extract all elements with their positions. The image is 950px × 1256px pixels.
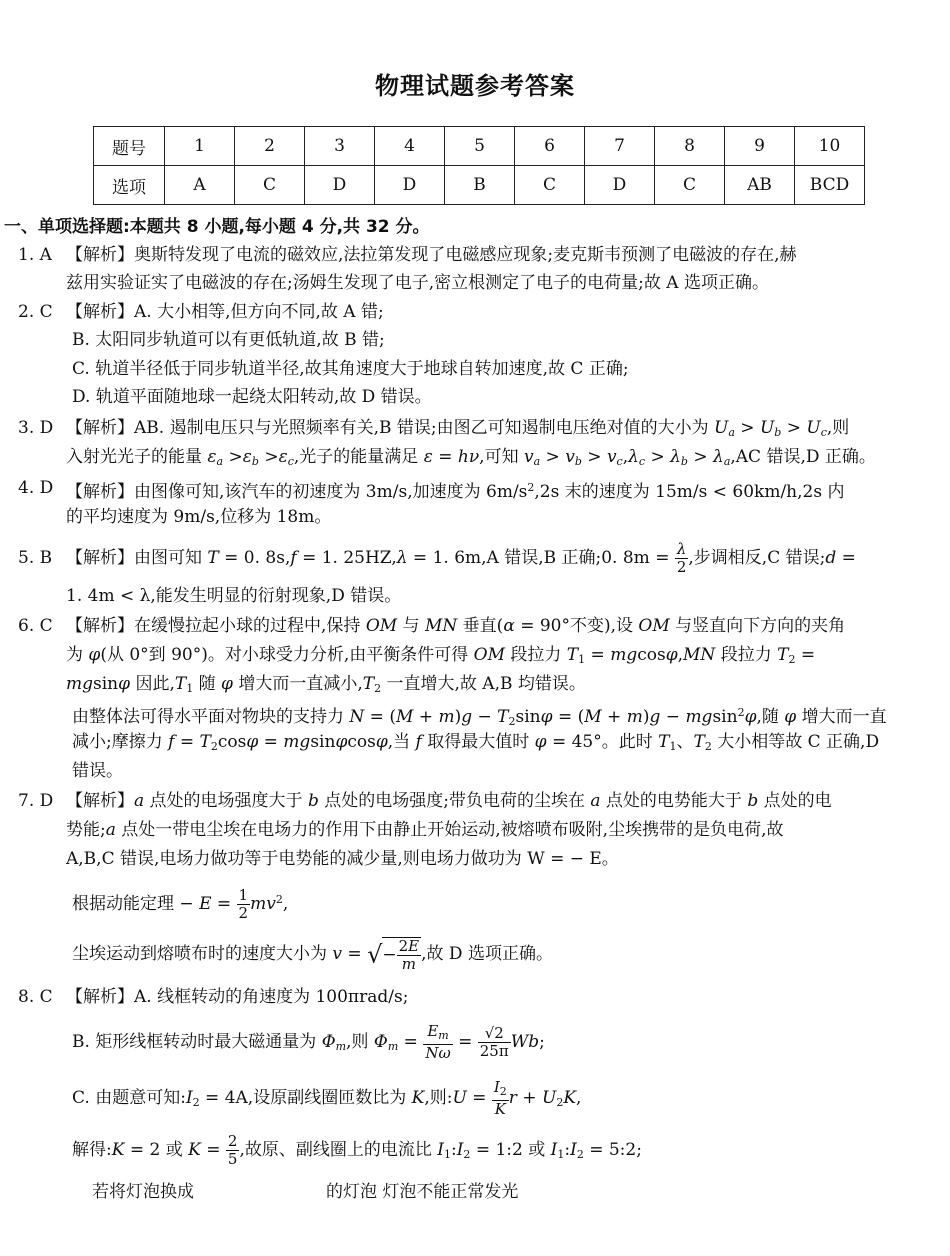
answer-line: 1. 4m < λ,能发生明显的衍射现象,D 错误。 bbox=[66, 586, 402, 606]
table-cell: 8 bbox=[655, 127, 725, 166]
answer-line: D. 轨道平面随地球一起绕太阳转动,故 D 错误。 bbox=[72, 387, 432, 407]
answer-line: 【解析】由图像可知,该汽车的初速度为 3m/s,加速度为 $6m/s^2,2s$ 末的速度为 15m/s < 60km/h,2s 内 bbox=[66, 481, 845, 502]
answer-line: 错误。 bbox=[72, 761, 123, 781]
answer-line: 的平均速度为 9m/s,位移为 18m。 bbox=[66, 507, 332, 527]
answer-line: 【解析】A. 大小相等,但方向不同,故 A 错; bbox=[66, 302, 384, 322]
table-cell: C bbox=[515, 166, 585, 205]
question-number: 4. D bbox=[18, 478, 54, 498]
question-number: 7. D bbox=[18, 791, 54, 811]
answer-line: 【解析】由图可知 T = 0. 8s,f = 1. 25HZ,λ = 1. 6m,A 错误,B 正确;0. 8m = $\frac{\lambda}{2}$ ,步调相反,C 错误;d = bbox=[66, 540, 856, 576]
answer-line: 解得:K = 2 或 K = $\frac{2}{5}$ ,故原、副线圈上的电流比 $I_1:I_2$ = 1:2 或 $I_1:I_2$ = 5:2; bbox=[72, 1132, 642, 1168]
table-cell: C bbox=[235, 166, 305, 205]
answer-line: 的灯泡 灯泡不能正常发光 bbox=[326, 1182, 519, 1202]
table-cell: 5 bbox=[445, 127, 515, 166]
answer-line: 【解析】在缓慢拉起小球的过程中,保持 OM 与 MN 垂直(α = 90°不变),设 OM 与竖直向下方向的夹角 bbox=[66, 616, 846, 636]
answer-line: 尘埃运动到熔喷布时的速度大小为 v = √− $\frac{2E}{m}$ ,故 D 选项正确。 bbox=[72, 936, 553, 973]
table-cell: 10 bbox=[795, 127, 865, 166]
answer-line: 【解析】A. 线框转动的角速度为 100πrad/s; bbox=[66, 987, 409, 1007]
table-cell: D bbox=[585, 166, 655, 205]
question-number: 8. C bbox=[18, 987, 53, 1007]
answer-line: 根据动能定理 − E = $\frac{1}{2}$ $mv^2$, bbox=[72, 886, 289, 922]
answer-table bbox=[93, 126, 865, 205]
answer-line: 势能;a 点处一带电尘埃在电场力的作用下由静止开始运动,被熔喷布吸附,尘埃携带的是负电荷,故 bbox=[66, 820, 784, 840]
answer-line: 兹用实验证实了电磁波的存在;汤姆生发现了电子,密立根测定了电子的电荷量;故 A 选项正确。 bbox=[66, 273, 769, 293]
answer-line: A,B,C 错误,电场力做功等于电势能的减少量,则电场力做功为 W = − E。 bbox=[66, 849, 619, 869]
table-cell: BCD bbox=[795, 166, 865, 205]
question-number: 6. C bbox=[18, 616, 53, 636]
answer-line: 【解析】a 点处的电场强度大于 b 点处的电场强度;带负电荷的尘埃在 a 点处的电势能大于 b 点处的电 bbox=[66, 791, 832, 811]
table-cell: 6 bbox=[515, 127, 585, 166]
table-cell: 4 bbox=[375, 127, 445, 166]
table-cell: 7 bbox=[585, 127, 655, 166]
answer-line: 【解析】AB. 遏制电压只与光照频率有关,B 错误;由图乙可知遏制电压绝对值的大小为 $U_a > U_b > U_c$,则 bbox=[66, 418, 850, 439]
table-cell: A bbox=[165, 166, 235, 205]
table-cell: D bbox=[305, 166, 375, 205]
answer-line: B. 太阳同步轨道可以有更低轨道,故 B 错; bbox=[72, 330, 385, 350]
answer-line: 入射光光子的能量 $\varepsilon_a >\varepsilon_b >\varepsilon_c$,光子的能量满足 ε = hν,可知 $v_a > v_b > v_c,\lambda_c > \lambda_b > \lambda_a,AC$ 错误,D 正确。 bbox=[66, 447, 876, 468]
question-number: 2. C bbox=[18, 302, 53, 322]
answer-line: 若将灯泡换成 bbox=[92, 1182, 194, 1202]
table-cell: 2 bbox=[235, 127, 305, 166]
answer-line: 减小;摩擦力 $f = T_2\cos\varphi = mgsin\varphi\cos\varphi$,当 f 取得最大值时 φ = 45°。此时 $T_1$、$T_2$ 大小相等故 C 正确,D bbox=[72, 732, 880, 753]
question-number: 1. A bbox=[18, 245, 52, 265]
table-cell: C bbox=[655, 166, 725, 205]
answer-line: B. 矩形线框转动时最大磁通量为 $\Phi_m$,则 $\Phi_m$ = $\frac{E_m}{N\omega}$ = $\frac{√2}{25\pi}$ Wb; bbox=[72, 1022, 545, 1062]
page-title: 物理试题参考答案 bbox=[375, 72, 575, 100]
table-cell: 题号 bbox=[94, 127, 165, 166]
table-row bbox=[94, 166, 865, 205]
table-cell: 选项 bbox=[94, 166, 165, 205]
answer-line: 由整体法可得水平面对物块的支持力 $N = (M + m)g - T_2\sin\varphi = (M + m)g - mgsin^2\varphi$,随 φ 增大而一直 bbox=[72, 706, 887, 728]
table-cell: B bbox=[445, 166, 515, 205]
table-cell: D bbox=[375, 166, 445, 205]
table-cell: 3 bbox=[305, 127, 375, 166]
table-row bbox=[94, 127, 865, 166]
question-number: 5. B bbox=[18, 548, 53, 568]
answer-line: 为 φ(从 0°到 90°)。对小球受力分析,由平衡条件可得 OM 段拉力 $T_1 = mgcos\varphi,MN$ 段拉力 $T_2$ = bbox=[66, 645, 816, 666]
answer-line: mgsinφ 因此$,T_1$ 随 φ 增大而一直减小$,T_2$ 一直增大,故 A,B 均错误。 bbox=[66, 674, 586, 695]
answer-line: C. 由题意可知$:I_2 = 4A$,设原副线圈匝数比为 K,则:U = $\frac{I_2}{K}$ $r + U_2K$, bbox=[72, 1078, 582, 1118]
section-heading: 一、单项选择题:本题共 8 小题,每小题 4 分,共 32 分。 bbox=[4, 217, 430, 237]
question-number: 3. D bbox=[18, 418, 54, 438]
table-cell: 9 bbox=[725, 127, 795, 166]
answer-line: C. 轨道半径低于同步轨道半径,故其角速度大于地球自转加速度,故 C 正确; bbox=[72, 359, 629, 379]
table-cell: AB bbox=[725, 166, 795, 205]
answer-line: 【解析】奥斯特发现了电流的磁效应,法拉第发现了电磁感应现象;麦克斯韦预测了电磁波的存在,赫 bbox=[66, 245, 797, 265]
table-cell: 1 bbox=[165, 127, 235, 166]
